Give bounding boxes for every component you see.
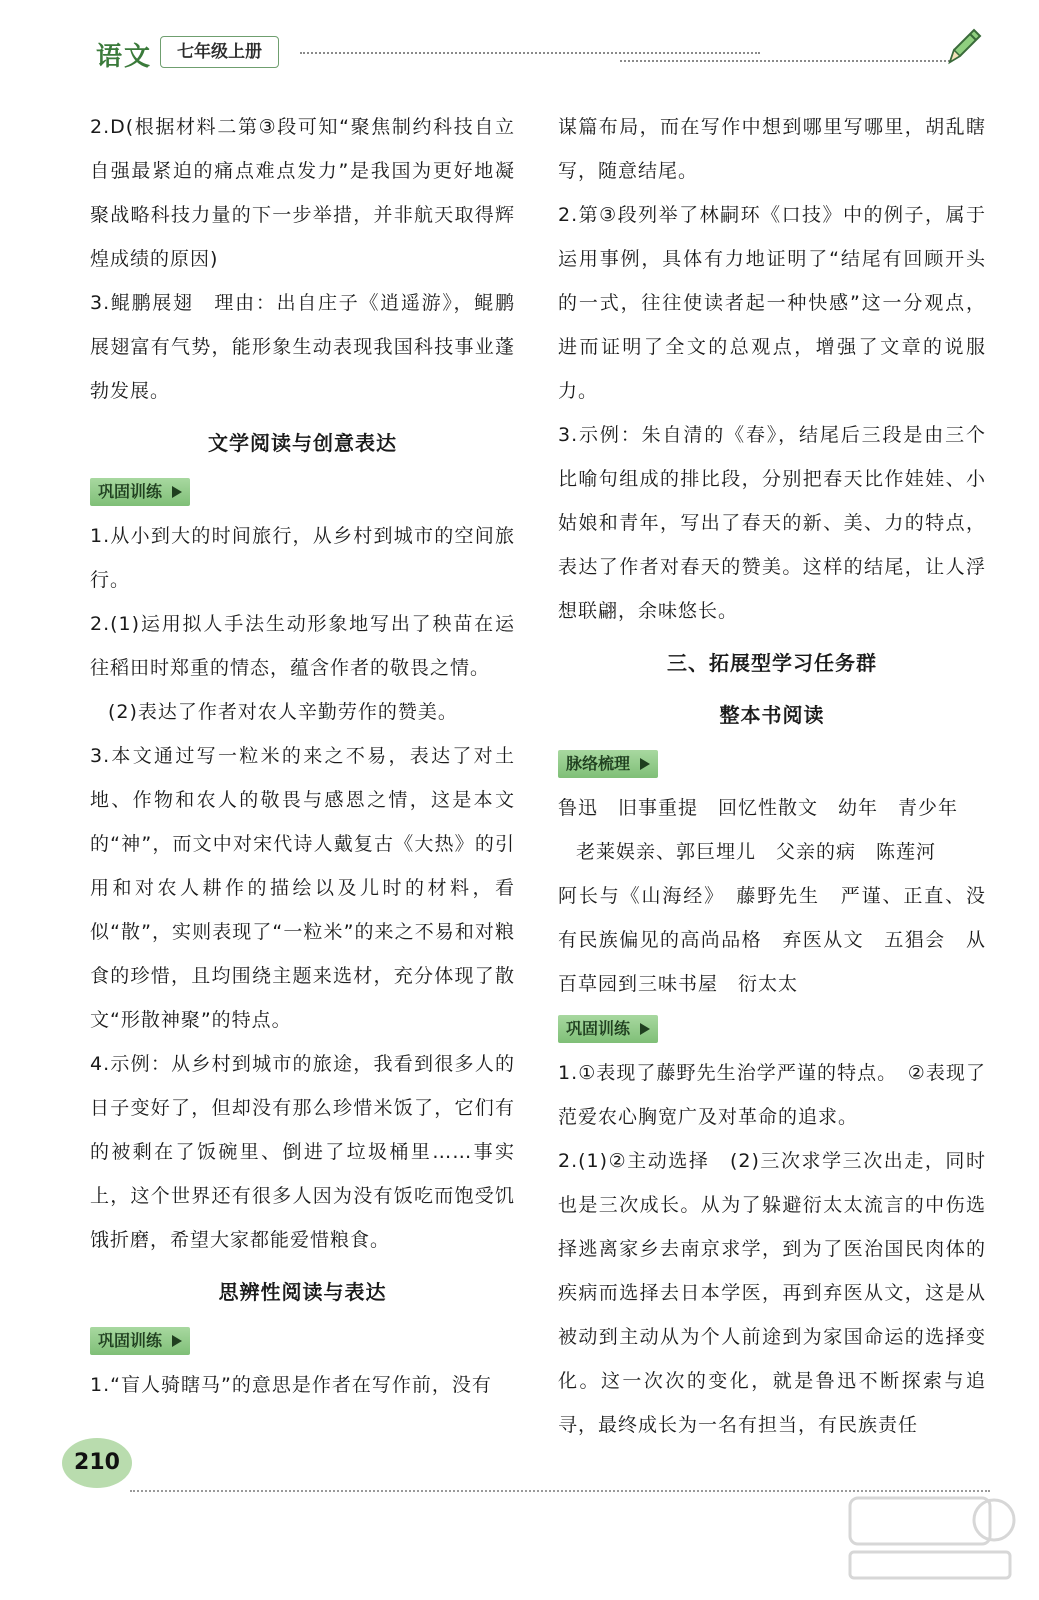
outline-tag: 脉络梳理 — [558, 750, 658, 778]
page-header — [0, 0, 1039, 80]
watermark-logo — [840, 1480, 1020, 1590]
answer-paragraph: (2)表达了作者对农人辛勤劳作的赞美。 — [108, 701, 458, 723]
answer-paragraph: 1.“盲人骑瞎马”的意思是作者在写作前，没有 — [90, 1374, 492, 1396]
subsection-title: 整本书阅读 — [719, 703, 825, 727]
practice-tag: 巩固训练 — [558, 1015, 658, 1043]
right-column — [558, 105, 986, 1447]
section-title: 思辨性阅读与表达 — [218, 1280, 387, 1304]
answer-paragraph: 3.示例：朱自清的《春》，结尾后三段是由三个比喻句组成的排比段，分别把春天比作娃娃、小姑娘和青年，写出了春天的新、美、力的特点，表达了作者对春天的赞美。这样的结尾，让人浮想联翩，余味悠长。 — [558, 424, 986, 622]
answer-paragraph: 谋篇布局，而在写作中想到哪里写哪里，胡乱瞎写，随意结尾。 — [558, 116, 986, 182]
practice-tag: 巩固训练 — [90, 1327, 190, 1355]
answer-paragraph: 3.本文通过写一粒米的来之不易，表达了对土地、作物和农人的敬畏与感恩之情，这是本文的“神”，而文中对宋代诗人戴复古《大热》的引用和对农人耕作的描绘以及儿时的材料，看似“散”，实则表现了“一粒米”的来之不易和对粮食的珍惜，且均围绕主题来选材，充分体现了散文“形散神聚”的特点。 — [90, 745, 515, 1031]
grade-label: 七年级上册 — [160, 36, 279, 68]
answer-paragraph: 1.从小到大的时间旅行，从乡村到城市的空间旅行。 — [90, 525, 515, 591]
answer-paragraph: 2.第③段列举了林嗣环《口技》中的例子，属于运用事例，具体有力地证明了“结尾有回顾开头的一式，往往使读者起一种快感”这一分观点，进而证明了全文的总观点，增强了文章的说服力。 — [558, 204, 986, 402]
practice-tag: 巩固训练 — [90, 478, 190, 506]
pencil-icon — [940, 22, 988, 70]
answer-paragraph: 2.(1)②主动选择 (2)三次求学三次出走，同时也是三次成长。从为了躲避衍太太流言的中伤选择逃离家乡去南京求学，到为了医治国民肉体的疾病而选择去日本学医，再到弃医从文，这是从被动到主动从为个人前途到为家国命运的选择变化。这一次次的变化，就是鲁迅不断探索与追寻，最终成长为一名有担当，有民族责任 — [558, 1150, 986, 1436]
outline-line: 鲁迅 旧事重提 回忆性散文 幼年 青少年 — [558, 797, 959, 819]
header-dotted-line — [620, 60, 950, 62]
answer-paragraph: 2.(1)运用拟人手法生动形象地写出了秧苗在运往稻田时郑重的情态，蕴含作者的敬畏之情。 — [90, 613, 515, 679]
answer-paragraph: 2.D(根据材料二第③段可知“聚焦制约科技自立自强最紧迫的痛点难点发力”是我国为更好地凝聚战略科技力量的下一步举措，并非航天取得辉煌成绩的原因) — [90, 116, 515, 270]
section-title: 文学阅读与创意表达 — [208, 431, 397, 455]
answer-paragraph: 3.鲲鹏展翅 理由：出自庄子《逍遥游》，鲲鹏展翅富有气势，能形象生动表现我国科技事业蓬勃发展。 — [90, 292, 515, 402]
answer-paragraph: 4.示例：从乡村到城市的旅途，我看到很多人的日子变好了，但却没有那么珍惜米饭了，它们有的被剩在了饭碗里、倒进了垃圾桶里……事实上，这个世界还有很多人因为没有饭吃而饱受饥饿折磨，希望大家都能爱惜粮食。 — [90, 1053, 515, 1251]
outline-line: 老莱娱亲、郭巨埋儿 父亲的病 陈莲河 — [576, 841, 937, 863]
section-title: 三、拓展型学习任务群 — [667, 651, 877, 675]
header-divider — [300, 52, 760, 54]
left-column — [90, 105, 515, 1407]
outline-line: 阿长与《山海经》 藤野先生 严谨、正直、没有民族偏见的高尚品格 弃医从文 五猖会 从百草园到三味书屋 衍太太 — [558, 885, 986, 995]
page-number: 210 — [62, 1438, 132, 1488]
answer-paragraph: 1.①表现了藤野先生治学严谨的特点。 ②表现了范爱农心胸宽广及对革命的追求。 — [558, 1062, 986, 1128]
subject-title: 语文 — [96, 42, 153, 72]
